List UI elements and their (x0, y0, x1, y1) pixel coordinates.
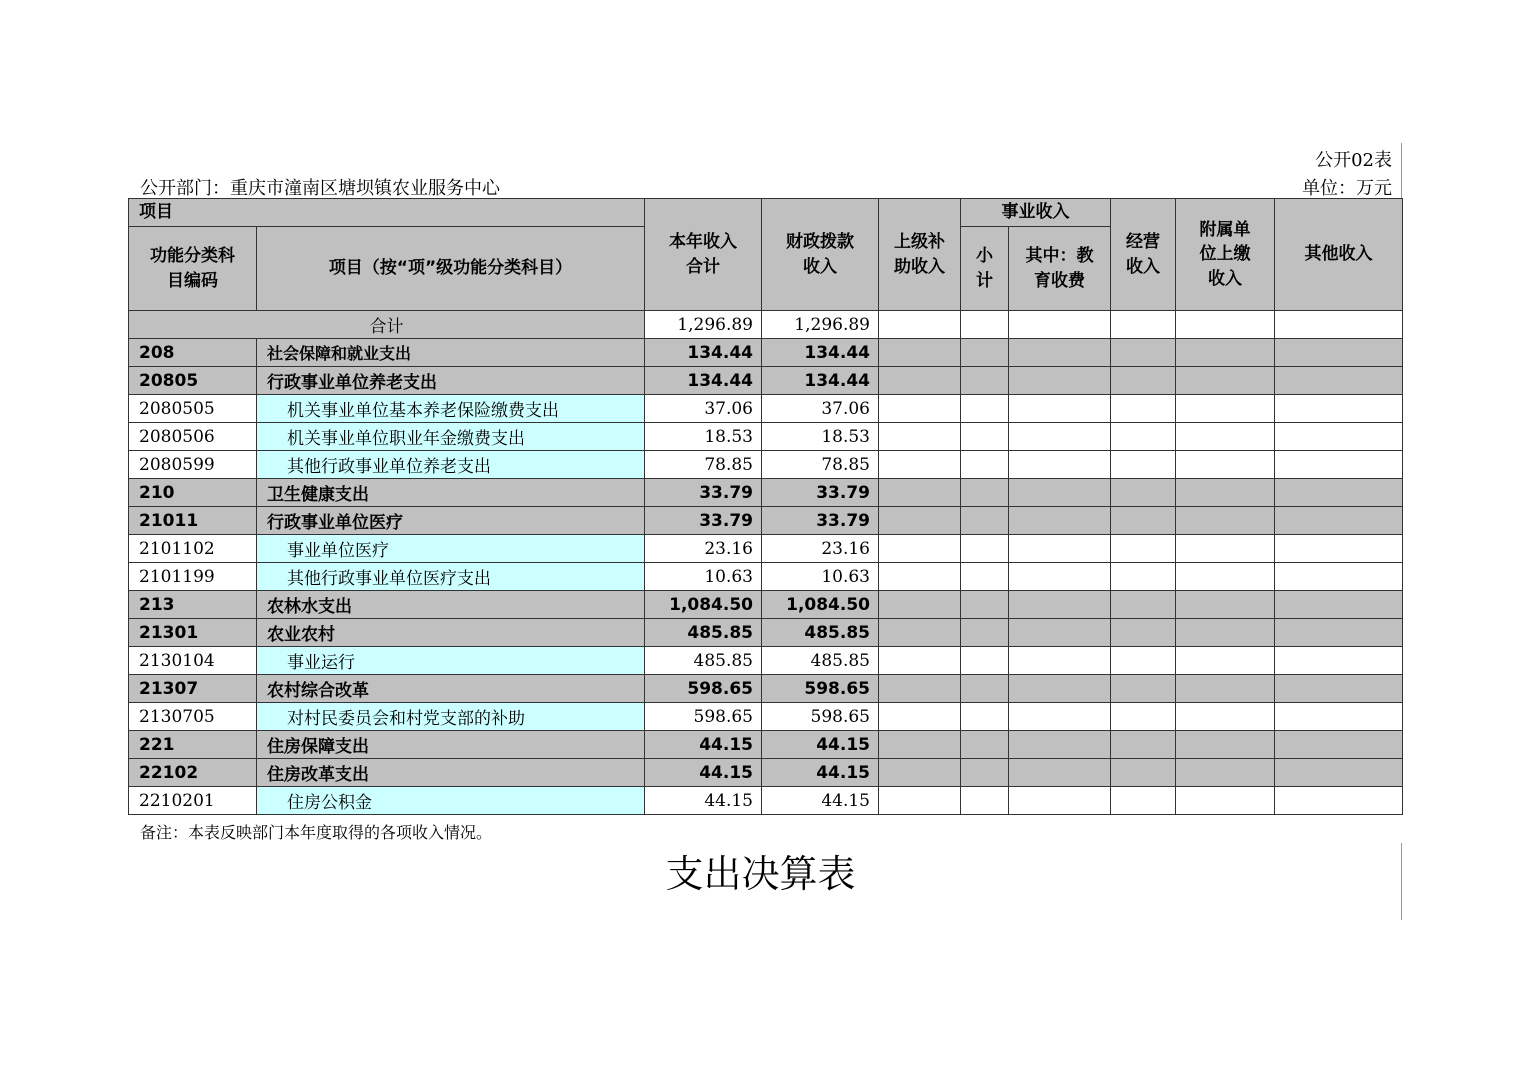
row-fiscal: 134.44 (762, 339, 879, 367)
row-empty-cell (879, 703, 961, 731)
row-empty-cell (961, 731, 1009, 759)
row-empty-cell (1111, 395, 1176, 423)
row-empty-cell (961, 591, 1009, 619)
row-empty-cell (1176, 703, 1275, 731)
row-name: 住房公积金 (257, 787, 645, 815)
row-empty-cell (1176, 759, 1275, 787)
row-empty-cell (879, 591, 961, 619)
table-row (129, 787, 1403, 815)
row-empty-cell (879, 619, 961, 647)
row-empty-cell (1009, 759, 1111, 787)
total-fiscal: 1,296.89 (762, 311, 879, 339)
row-total: 598.65 (645, 703, 762, 731)
row-empty-cell (1275, 647, 1403, 675)
total-label: 合计 (129, 311, 645, 339)
table-row (129, 479, 1403, 507)
row-empty-cell (1275, 367, 1403, 395)
row-empty-cell (1176, 479, 1275, 507)
row-empty-cell (1275, 675, 1403, 703)
table-row (129, 507, 1403, 535)
row-empty-cell (1111, 591, 1176, 619)
row-fiscal: 78.85 (762, 451, 879, 479)
row-empty-cell (879, 367, 961, 395)
row-empty-cell (1275, 563, 1403, 591)
row-fiscal: 598.65 (762, 703, 879, 731)
header-affiliated: 附属单 位上缴 收入 (1176, 199, 1275, 311)
row-empty-cell (879, 563, 961, 591)
row-empty-cell (961, 759, 1009, 787)
row-empty-cell (1176, 451, 1275, 479)
next-table-title: 支出决算表 (665, 852, 856, 896)
footnote: 备注：本表反映部门本年度取得的各项收入情况。 (140, 823, 493, 842)
row-fiscal: 1,084.50 (762, 591, 879, 619)
row-name: 农村综合改革 (257, 675, 645, 703)
header-total: 本年收入 合计 (645, 199, 762, 311)
row-empty-cell (879, 451, 961, 479)
row-fiscal: 33.79 (762, 507, 879, 535)
row-empty-cell (1111, 535, 1176, 563)
row-empty-cell (879, 787, 961, 815)
row-code: 2130104 (129, 647, 257, 675)
table-row (129, 675, 1403, 703)
row-code: 208 (129, 339, 257, 367)
row-code: 20805 (129, 367, 257, 395)
row-empty-cell (1009, 395, 1111, 423)
row-fiscal: 134.44 (762, 367, 879, 395)
row-empty-cell (1009, 339, 1111, 367)
row-code: 2130705 (129, 703, 257, 731)
row-name: 住房保障支出 (257, 731, 645, 759)
row-empty-cell (1111, 787, 1176, 815)
row-empty-cell (1009, 703, 1111, 731)
row-empty-cell (1111, 619, 1176, 647)
total-row (129, 311, 1403, 339)
row-empty-cell (1009, 479, 1111, 507)
row-fiscal: 598.65 (762, 675, 879, 703)
row-total: 23.16 (645, 535, 762, 563)
row-empty-cell (1009, 367, 1111, 395)
row-empty-cell (1009, 731, 1111, 759)
row-empty-cell (961, 367, 1009, 395)
row-code: 213 (129, 591, 257, 619)
row-total: 485.85 (645, 619, 762, 647)
row-name: 机关事业单位基本养老保险缴费支出 (257, 395, 645, 423)
table-row (129, 535, 1403, 563)
header-code: 功能分类科 目编码 (129, 227, 257, 311)
row-total: 78.85 (645, 451, 762, 479)
row-name: 其他行政事业单位养老支出 (257, 451, 645, 479)
header-fiscal: 财政拨款 收入 (762, 199, 879, 311)
row-empty-cell (1275, 451, 1403, 479)
row-empty-cell (1176, 339, 1275, 367)
table-row (129, 619, 1403, 647)
table-number: 公开02表 (1315, 150, 1392, 171)
row-fiscal: 10.63 (762, 563, 879, 591)
table-row (129, 703, 1403, 731)
unit-label: 单位：万元 (1302, 178, 1392, 199)
row-fiscal: 18.53 (762, 423, 879, 451)
row-empty-cell (879, 675, 961, 703)
row-empty-cell (1275, 759, 1403, 787)
header-superior: 上级补 助收入 (879, 199, 961, 311)
row-empty-cell (1111, 731, 1176, 759)
row-total: 134.44 (645, 367, 762, 395)
row-code: 21307 (129, 675, 257, 703)
table-row (129, 395, 1403, 423)
row-fiscal: 37.06 (762, 395, 879, 423)
row-fiscal: 23.16 (762, 535, 879, 563)
row-name: 行政事业单位养老支出 (257, 367, 645, 395)
row-total: 598.65 (645, 675, 762, 703)
row-empty-cell (879, 507, 961, 535)
row-name: 对村民委员会和村党支部的补助 (257, 703, 645, 731)
row-code: 221 (129, 731, 257, 759)
row-empty-cell (1009, 451, 1111, 479)
row-empty-cell (1176, 787, 1275, 815)
row-empty-cell (879, 535, 961, 563)
table-row (129, 647, 1403, 675)
row-empty-cell (1111, 703, 1176, 731)
row-empty-cell (961, 703, 1009, 731)
row-empty-cell (1176, 647, 1275, 675)
row-name: 事业运行 (257, 647, 645, 675)
row-empty-cell (1176, 507, 1275, 535)
row-name: 机关事业单位职业年金缴费支出 (257, 423, 645, 451)
row-name: 农林水支出 (257, 591, 645, 619)
row-fiscal: 44.15 (762, 731, 879, 759)
row-empty-cell (1111, 507, 1176, 535)
table-row (129, 367, 1403, 395)
row-total: 134.44 (645, 339, 762, 367)
row-empty-cell (1275, 787, 1403, 815)
row-empty-cell (1275, 535, 1403, 563)
row-code: 2101102 (129, 535, 257, 563)
row-empty-cell (1176, 563, 1275, 591)
row-name: 行政事业单位医疗 (257, 507, 645, 535)
total-amount: 1,296.89 (645, 311, 762, 339)
row-name: 卫生健康支出 (257, 479, 645, 507)
row-empty-cell (1275, 395, 1403, 423)
income-table (128, 198, 1403, 815)
row-fiscal: 485.85 (762, 647, 879, 675)
row-empty-cell (1009, 675, 1111, 703)
header-operating: 经营 收入 (1111, 199, 1176, 311)
header-project: 项目 (129, 199, 645, 227)
row-name: 社会保障和就业支出 (257, 339, 645, 367)
row-empty-cell (1176, 675, 1275, 703)
row-empty-cell (1176, 423, 1275, 451)
row-empty-cell (879, 339, 961, 367)
row-code: 2080505 (129, 395, 257, 423)
row-total: 37.06 (645, 395, 762, 423)
row-empty-cell (1009, 619, 1111, 647)
row-fiscal: 44.15 (762, 759, 879, 787)
row-empty-cell (1111, 367, 1176, 395)
row-empty-cell (961, 339, 1009, 367)
row-empty-cell (1176, 731, 1275, 759)
row-name: 住房改革支出 (257, 759, 645, 787)
row-code: 21301 (129, 619, 257, 647)
row-empty-cell (961, 619, 1009, 647)
row-empty-cell (879, 395, 961, 423)
row-empty-cell (1111, 563, 1176, 591)
row-empty-cell (879, 423, 961, 451)
row-empty-cell (879, 647, 961, 675)
row-empty-cell (1111, 759, 1176, 787)
row-empty-cell (961, 563, 1009, 591)
row-name: 事业单位医疗 (257, 535, 645, 563)
row-fiscal: 33.79 (762, 479, 879, 507)
row-fiscal: 485.85 (762, 619, 879, 647)
row-empty-cell (961, 647, 1009, 675)
table-row (129, 591, 1403, 619)
row-empty-cell (1176, 367, 1275, 395)
header-edu: 其中：教 育收费 (1009, 227, 1111, 311)
row-code: 2080506 (129, 423, 257, 451)
row-empty-cell (1111, 479, 1176, 507)
row-code: 2101199 (129, 563, 257, 591)
row-empty-cell (879, 731, 961, 759)
row-total: 44.15 (645, 731, 762, 759)
row-empty-cell (1275, 507, 1403, 535)
row-total: 44.15 (645, 759, 762, 787)
row-empty-cell (961, 675, 1009, 703)
row-total: 18.53 (645, 423, 762, 451)
table-row (129, 759, 1403, 787)
row-empty-cell (961, 787, 1009, 815)
table-row (129, 339, 1403, 367)
row-total: 33.79 (645, 507, 762, 535)
row-empty-cell (961, 479, 1009, 507)
row-name: 其他行政事业单位医疗支出 (257, 563, 645, 591)
row-total: 10.63 (645, 563, 762, 591)
row-empty-cell (1176, 395, 1275, 423)
header-business: 事业收入 (961, 199, 1111, 227)
row-empty-cell (1009, 787, 1111, 815)
row-empty-cell (1111, 451, 1176, 479)
row-empty-cell (1176, 619, 1275, 647)
row-empty-cell (1009, 535, 1111, 563)
row-empty-cell (1111, 647, 1176, 675)
row-empty-cell (1275, 479, 1403, 507)
row-empty-cell (879, 759, 961, 787)
row-total: 1,084.50 (645, 591, 762, 619)
row-empty-cell (1176, 591, 1275, 619)
row-empty-cell (1275, 339, 1403, 367)
row-empty-cell (1275, 619, 1403, 647)
row-total: 485.85 (645, 647, 762, 675)
header-subtotal: 小 计 (961, 227, 1009, 311)
row-empty-cell (961, 451, 1009, 479)
row-empty-cell (1009, 591, 1111, 619)
table-row (129, 451, 1403, 479)
row-empty-cell (1111, 675, 1176, 703)
table-row (129, 731, 1403, 759)
row-empty-cell (961, 507, 1009, 535)
row-empty-cell (1275, 703, 1403, 731)
row-empty-cell (961, 535, 1009, 563)
row-empty-cell (1275, 423, 1403, 451)
row-empty-cell (1009, 563, 1111, 591)
row-empty-cell (1009, 647, 1111, 675)
row-total: 44.15 (645, 787, 762, 815)
row-empty-cell (1275, 591, 1403, 619)
row-code: 21011 (129, 507, 257, 535)
row-empty-cell (961, 423, 1009, 451)
row-empty-cell (879, 479, 961, 507)
row-name: 农业农村 (257, 619, 645, 647)
table-row (129, 423, 1403, 451)
row-empty-cell (961, 395, 1009, 423)
row-code: 22102 (129, 759, 257, 787)
row-code: 2210201 (129, 787, 257, 815)
header-name: 项目（按“项”级功能分类科目） (257, 227, 645, 311)
row-code: 210 (129, 479, 257, 507)
table-row (129, 563, 1403, 591)
row-empty-cell (1009, 423, 1111, 451)
row-empty-cell (1275, 731, 1403, 759)
row-empty-cell (1176, 535, 1275, 563)
row-empty-cell (1009, 507, 1111, 535)
department-label: 公开部门：重庆市潼南区塘坝镇农业服务中心 (140, 178, 500, 199)
row-empty-cell (1111, 423, 1176, 451)
row-code: 2080599 (129, 451, 257, 479)
header-other: 其他收入 (1275, 199, 1403, 311)
row-total: 33.79 (645, 479, 762, 507)
row-empty-cell (1111, 339, 1176, 367)
row-fiscal: 44.15 (762, 787, 879, 815)
page-divider-top (1401, 143, 1402, 198)
